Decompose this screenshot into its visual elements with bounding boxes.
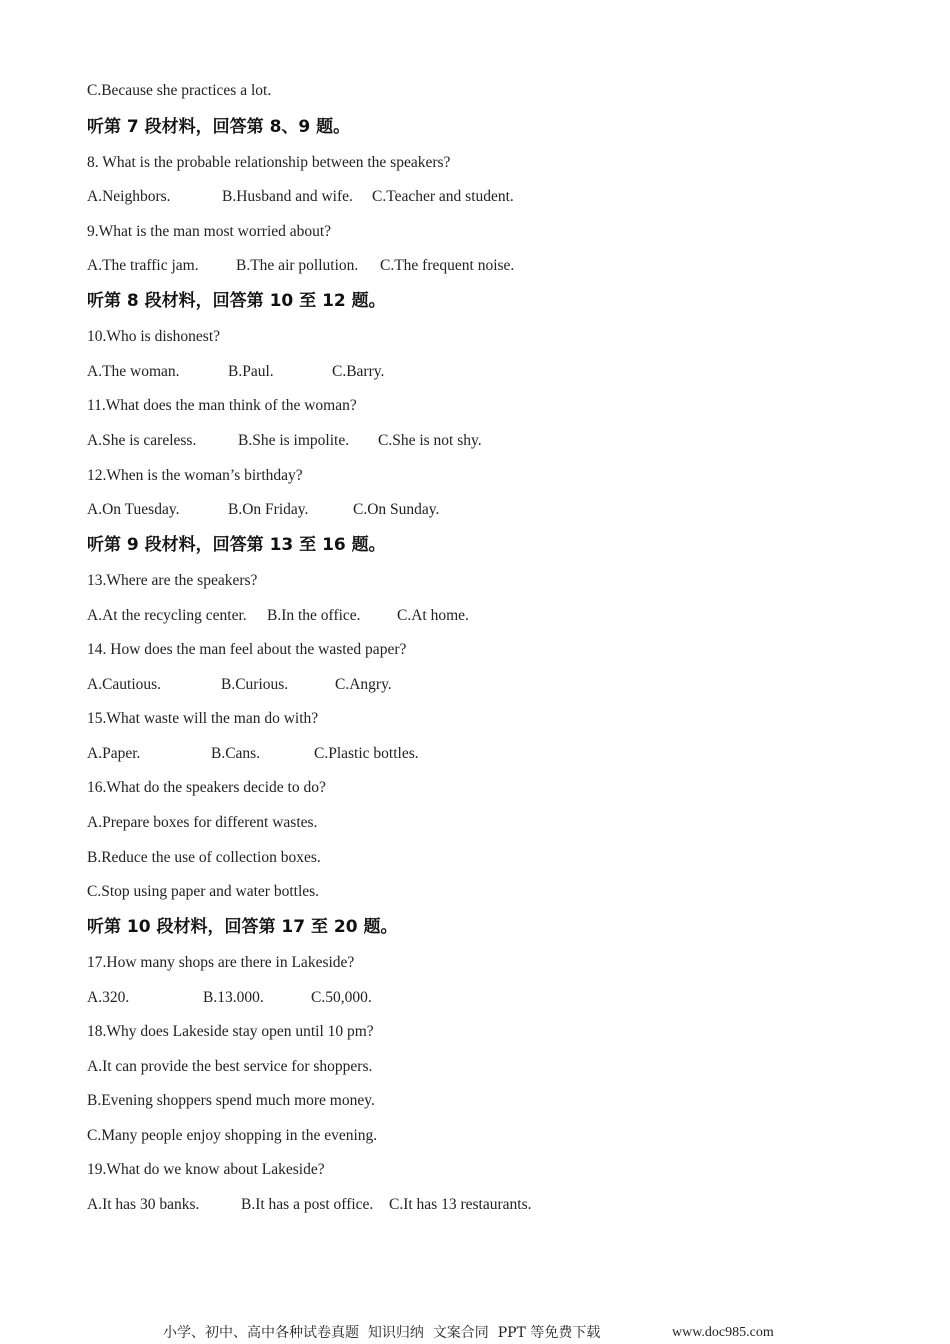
option-11a: A.She is careless. — [87, 432, 197, 449]
option-18c: C.Many people enjoy shopping in the evening. — [87, 1127, 378, 1144]
option-14c: C.Angry. — [335, 676, 392, 693]
question-10: 10.Who is dishonest? — [87, 328, 221, 345]
question-8: 8. What is the probable relationship between the speakers? — [87, 154, 451, 171]
option-10a: A.The woman. — [87, 363, 180, 380]
option-9c: C.The frequent noise. — [380, 257, 515, 274]
option-9a: A.The traffic jam. — [87, 257, 199, 274]
option-15c: C.Plastic bottles. — [314, 745, 419, 762]
option-16c: C.Stop using paper and water bottles. — [87, 883, 320, 900]
option-14b: B.Curious. — [221, 676, 289, 693]
option-13b: B.In the office. — [267, 607, 361, 624]
footer-url-link[interactable]: www.doc985.com — [672, 1325, 774, 1340]
option-12a: A.On Tuesday. — [87, 501, 180, 518]
option-17b: B.13.000. — [203, 989, 264, 1006]
option-15b: B.Cans. — [211, 745, 261, 762]
question-11: 11.What does the man think of the woman? — [87, 397, 357, 414]
answer-option: C.Because she practices a lot. — [87, 82, 272, 99]
question-14: 14. How does the man feel about the wasted paper? — [87, 641, 407, 658]
question-17: 17.How many shops are there in Lakeside? — [87, 954, 355, 971]
option-13c: C.At home. — [397, 607, 469, 624]
option-19c: C.It has 13 restaurants. — [389, 1196, 532, 1213]
option-10c: C.Barry. — [332, 363, 385, 380]
section-heading-9: 听第 9 段材料，回答第 13 至 16 题。 — [87, 535, 386, 555]
question-18: 18.Why does Lakeside stay open until 10 pm? — [87, 1023, 374, 1040]
option-12b: B.On Friday. — [228, 501, 309, 518]
question-19: 19.What do we know about Lakeside? — [87, 1161, 325, 1178]
question-12: 12.When is the woman’s birthday? — [87, 467, 303, 484]
option-11c: C.She is not shy. — [378, 432, 482, 449]
question-16: 16.What do the speakers decide to do? — [87, 779, 326, 796]
option-18b: B.Evening shoppers spend much more money. — [87, 1092, 375, 1109]
section-heading-10: 听第 10 段材料，回答第 17 至 20 题。 — [87, 917, 398, 937]
option-8a: A.Neighbors. — [87, 188, 171, 205]
question-13: 13.Where are the speakers? — [87, 572, 258, 589]
option-11b: B.She is impolite. — [238, 432, 350, 449]
option-8b: B.Husband and wife. — [222, 188, 353, 205]
section-heading-8: 听第 8 段材料，回答第 10 至 12 题。 — [87, 291, 386, 311]
option-15a: A.Paper. — [87, 745, 141, 762]
option-16b: B.Reduce the use of collection boxes. — [87, 849, 321, 866]
option-17c: C.50,000. — [311, 989, 372, 1006]
option-19b: B.It has a post office. — [241, 1196, 374, 1213]
option-12c: C.On Sunday. — [353, 501, 440, 518]
section-heading-7: 听第 7 段材料，回答第 8、9 题。 — [87, 117, 351, 137]
option-10b: B.Paul. — [228, 363, 274, 380]
footer-text: 小学、初中、高中各种试卷真题 知识归纳 文案合同 PPT 等免费下载 — [163, 1325, 601, 1341]
option-18a: A.It can provide the best service for shoppers. — [87, 1058, 373, 1075]
option-9b: B.The air pollution. — [236, 257, 359, 274]
option-16a: A.Prepare boxes for different wastes. — [87, 814, 318, 831]
option-8c: C.Teacher and student. — [372, 188, 514, 205]
question-15: 15.What waste will the man do with? — [87, 710, 319, 727]
option-19a: A.It has 30 banks. — [87, 1196, 200, 1213]
option-13a: A.At the recycling center. — [87, 607, 247, 624]
question-9: 9.What is the man most worried about? — [87, 223, 332, 240]
option-17a: A.320. — [87, 989, 130, 1006]
option-14a: A.Cautious. — [87, 676, 162, 693]
